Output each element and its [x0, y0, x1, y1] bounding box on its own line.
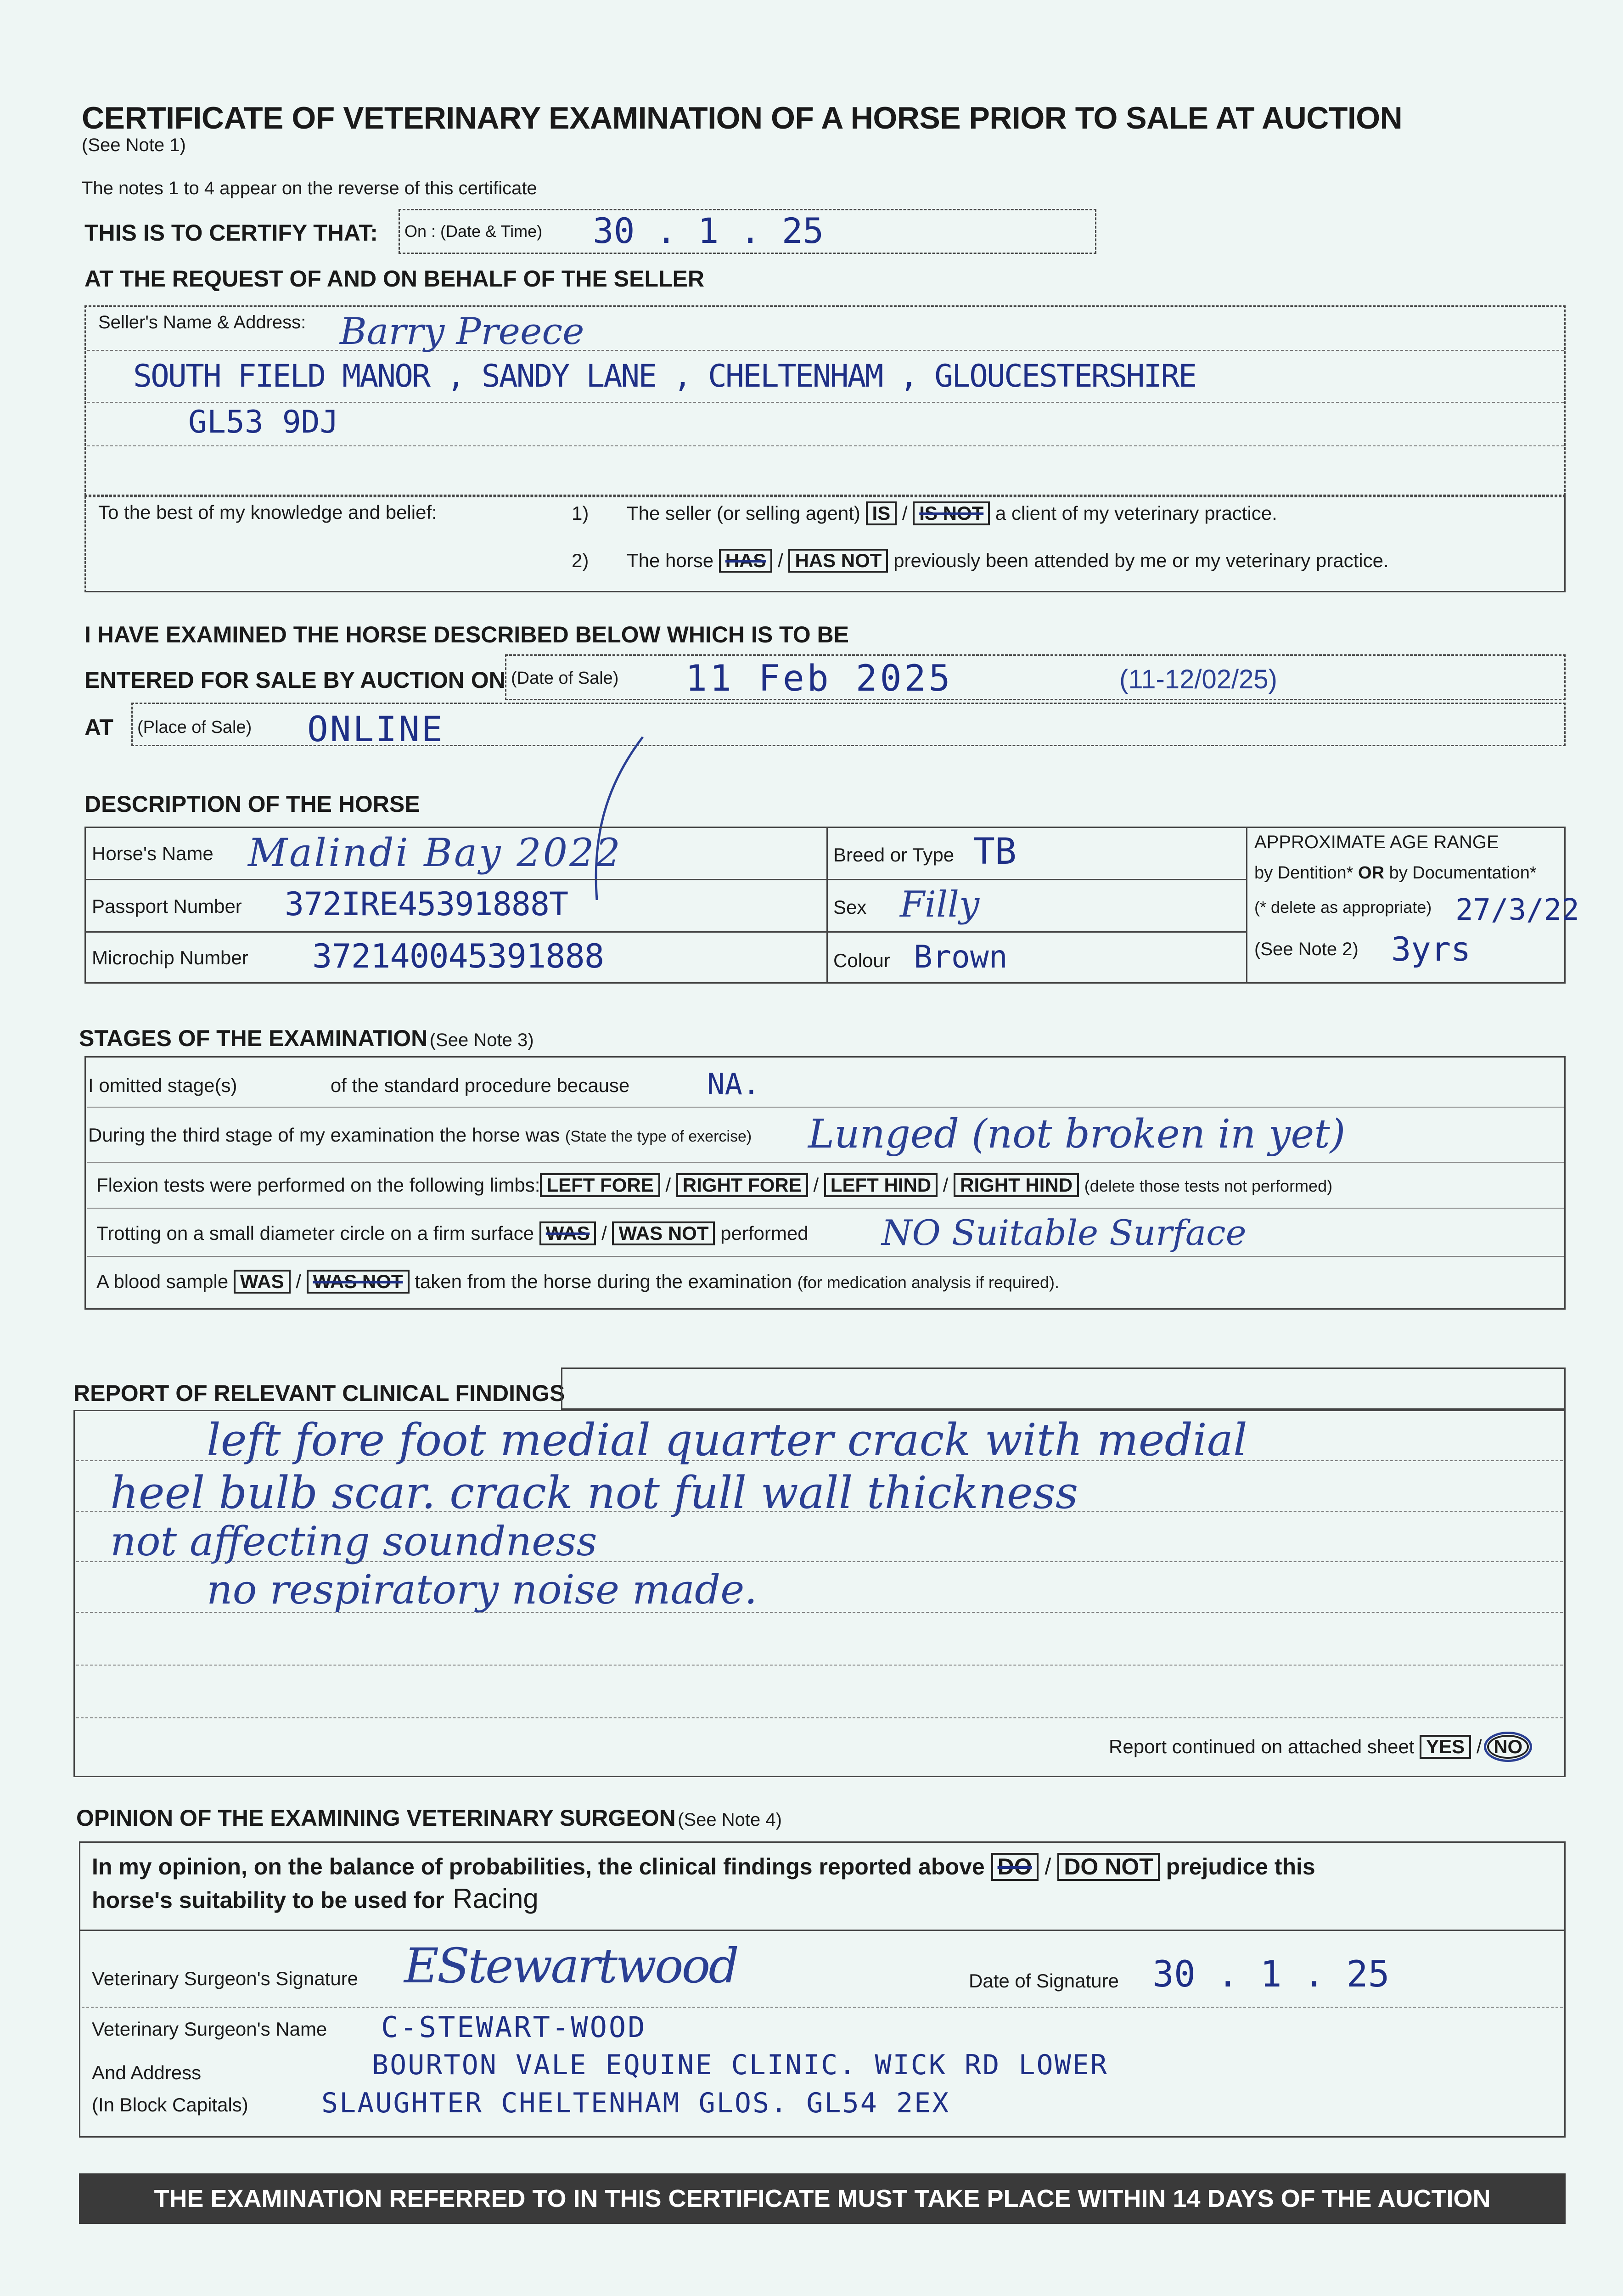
item1-num: 1) [572, 502, 589, 524]
seller-box[interactable] [84, 305, 1566, 496]
vet-signature-label: Veterinary Surgeon's Signature [92, 1968, 359, 1989]
by-dentition: by Dentition* [1254, 863, 1353, 883]
report-line-2[interactable]: heel bulb scar. crack not full wall thickness [110, 1467, 1078, 1519]
signature-date-label: Date of Signature [969, 1970, 1119, 1992]
opinion-line-1 [92, 1853, 1315, 1881]
signature-date-value[interactable]: 30 . 1 . 25 [1152, 1954, 1390, 1995]
knowledge-label: To the best of my knowledge and belief: [98, 501, 437, 523]
seller-heading: AT THE REQUEST OF AND ON BEHALF OF THE SELLER [84, 266, 704, 292]
slash: / [296, 1271, 301, 1292]
seller-address-line1: SOUTH FIELD MANOR , SANDY LANE , CHELTENHAM , GLOUCESTERSHIRE [133, 358, 1196, 394]
opinion-heading [76, 1805, 782, 1831]
sale-place-field[interactable] [131, 703, 1566, 749]
flexion-label: Flexion tests were performed on the following limbs: [96, 1174, 540, 1196]
breed-value[interactable]: TB [973, 831, 1016, 872]
opinion-text-post: prejudice this [1166, 1854, 1315, 1880]
report-line-1[interactable]: left fore foot medial quarter crack with medial [207, 1414, 1247, 1466]
sex-value[interactable]: Filly [900, 884, 980, 925]
age-delete-note: (* delete as appropriate) [1254, 898, 1432, 917]
continued-no-option[interactable]: NO [1487, 1735, 1529, 1759]
sale-date-typed: (11-12/02/25) [1119, 664, 1277, 694]
flexion-row [96, 1173, 1332, 1197]
third-stage-label: During the third stage of my examination the horse was [88, 1124, 560, 1146]
seller-is-option[interactable]: IS [866, 501, 897, 525]
omitted-row [88, 1075, 629, 1097]
opinion-note: (See Note 4) [678, 1810, 782, 1830]
passport-value[interactable]: 372IRE45391888T [285, 885, 568, 923]
colour-value[interactable]: Brown [914, 939, 1008, 975]
opinion-line-2 [92, 1883, 539, 1914]
knowledge-item-1 [572, 501, 1277, 525]
seller-name-value: Barry Preece [340, 310, 584, 353]
colour-label: Colour [833, 950, 890, 971]
horse-has-not-option[interactable]: HAS NOT [788, 549, 888, 573]
age-see-note: (See Note 2) [1254, 939, 1359, 959]
at-label: AT [84, 715, 113, 740]
continued-yes-option[interactable]: YES [1420, 1735, 1471, 1759]
opinion-title: OPINION OF THE EXAMINING VETERINARY SURGEON [76, 1805, 676, 1831]
trot-row [96, 1221, 809, 1245]
trot-was-option[interactable]: WAS [539, 1221, 596, 1245]
report-continued-label: Report continued on attached sheet [1109, 1736, 1415, 1757]
opinion-text: In my opinion, on the balance of probabilities, the clinical findings reported above [92, 1854, 985, 1880]
slash: / [1476, 1736, 1482, 1757]
slash: / [902, 502, 908, 524]
seller-address-line2: GL53 9DJ [188, 404, 339, 440]
report-line-4[interactable]: no respiratory noise made. [207, 1566, 758, 1613]
certify-label: THIS IS TO CERTIFY THAT: [84, 220, 378, 246]
vet-name-label: Veterinary Surgeon's Name [92, 2018, 327, 2040]
vet-address-label: And Address [92, 2062, 202, 2083]
sale-date-label: (Date of Sale) [511, 669, 619, 688]
blood-was-option[interactable]: WAS [234, 1270, 291, 1294]
age-heading: APPROXIMATE AGE RANGE [1254, 832, 1499, 852]
item2-num: 2) [572, 550, 589, 571]
description-heading: DESCRIPTION OF THE HORSE [84, 791, 420, 817]
blood-row [96, 1270, 1059, 1294]
by-documentation: by Documentation* [1389, 863, 1537, 883]
item1-text: The seller (or selling agent) [626, 502, 860, 524]
item2-post: previously been attended by me or my veterinary practice. [893, 550, 1389, 571]
blood-note: (for medication analysis if required). [797, 1273, 1059, 1292]
purpose-value[interactable]: Racing [453, 1883, 539, 1914]
horse-name-label: Horse's Name [92, 843, 213, 864]
knowledge-item-2 [572, 549, 1389, 573]
third-stage-value[interactable]: Lunged (not broken in yet) [808, 1111, 1346, 1157]
flexion-left-fore[interactable]: LEFT FORE [540, 1173, 660, 1197]
report-line-3[interactable]: not affecting soundness [110, 1518, 597, 1565]
report-heading-box [561, 1367, 1566, 1410]
omitted-label: I omitted stage(s) [88, 1075, 237, 1096]
trot-label: Trotting on a small diameter circle on a firm surface [96, 1222, 534, 1244]
or-word: OR [1358, 863, 1385, 883]
report-heading: REPORT OF RELEVANT CLINICAL FINDINGS [73, 1380, 565, 1406]
sex-label: Sex [833, 896, 867, 918]
opinion-do-not-option[interactable]: DO NOT [1057, 1853, 1159, 1881]
opinion-do-option[interactable]: DO [991, 1853, 1039, 1881]
seller-name-label: Seller's Name & Address: [98, 312, 306, 332]
stages-note: (See Note 3) [429, 1030, 534, 1050]
on-date-label: On : (Date & Time) [404, 222, 543, 241]
microchip-value[interactable]: 372140045391888 [312, 937, 604, 975]
age-method [1254, 863, 1537, 883]
notes-line: The notes 1 to 4 appear on the reverse of this certificate [82, 178, 537, 198]
slash: / [1045, 1854, 1051, 1880]
trot-post: performed [720, 1222, 809, 1244]
seller-is-not-option[interactable]: IS NOT [913, 501, 990, 525]
flexion-left-hind[interactable]: LEFT HIND [824, 1173, 938, 1197]
vet-signature-value[interactable]: EStewartwood [404, 1938, 737, 1994]
blood-was-not-option[interactable]: WAS NOT [307, 1270, 410, 1294]
entered-label: ENTERED FOR SALE BY AUCTION ON [84, 667, 505, 693]
slash: / [778, 550, 783, 571]
microchip-label: Microchip Number [92, 947, 248, 968]
stages-title: STAGES OF THE EXAMINATION [79, 1025, 428, 1051]
age-dob-value[interactable]: 27/3/22 [1455, 893, 1579, 927]
item1-post: a client of my veterinary practice. [995, 502, 1277, 524]
sale-place-label: (Place of Sale) [137, 718, 252, 737]
omitted-reason-label: of the standard procedure because [330, 1075, 630, 1096]
sale-date-value: 11 Feb 2025 [685, 658, 953, 699]
third-stage-note: (State the type of exercise) [565, 1128, 752, 1145]
slash: / [601, 1222, 607, 1244]
blood-post: taken from the horse during the examination [415, 1271, 792, 1292]
certify-date-field[interactable] [399, 209, 1096, 254]
vet-address-line1[interactable]: BOURTON VALE EQUINE CLINIC. WICK RD LOWER [372, 2049, 1109, 2081]
omitted-value[interactable]: NA. [707, 1068, 760, 1102]
sale-date-field[interactable] [505, 654, 1566, 700]
trot-value[interactable]: NO Suitable Surface [882, 1212, 1247, 1253]
flexion-right-fore[interactable]: RIGHT FORE [676, 1173, 808, 1197]
see-note-1: (See Note 1) [82, 135, 186, 155]
blood-label: A blood sample [96, 1271, 229, 1292]
breed-label: Breed or Type [833, 844, 955, 866]
footer-text: THE EXAMINATION REFERRED TO IN THIS CERTIFICATE MUST TAKE PLACE WITHIN 14 DAYS OF THE AUCTION [154, 2185, 1491, 2212]
stages-heading [79, 1025, 534, 1052]
passport-label: Passport Number [92, 895, 242, 917]
vet-name-value[interactable]: C-STEWART-WOOD [381, 2010, 647, 2044]
flexion-right-hind[interactable]: RIGHT HIND [954, 1173, 1079, 1197]
trot-was-not-option[interactable]: WAS NOT [612, 1221, 715, 1245]
vet-address-label-2: (In Block Capitals) [92, 2094, 248, 2116]
item2-text: The horse [626, 550, 714, 571]
vet-address-line2[interactable]: SLAUGHTER CHELTENHAM GLOS. GL54 2EX [321, 2087, 950, 2119]
third-stage-row [88, 1124, 752, 1146]
examined-heading: I HAVE EXAMINED THE HORSE DESCRIBED BELOW WHICH IS TO BE [84, 622, 849, 647]
horse-name-value[interactable]: Malindi Bay 2022 [248, 830, 622, 875]
suitability-text: horse's suitability to be used for [92, 1887, 444, 1913]
slash: / [665, 1174, 671, 1196]
age-value[interactable]: 3yrs [1391, 930, 1471, 968]
horse-has-option[interactable]: HAS [719, 549, 773, 573]
flexion-note: (delete those tests not performed) [1084, 1176, 1333, 1195]
page-title: CERTIFICATE OF VETERINARY EXAMINATION OF A HORSE PRIOR TO SALE AT AUCTION [82, 101, 1403, 135]
footer-banner [79, 2173, 1566, 2224]
sale-place-value: ONLINE [307, 709, 444, 749]
slash: / [813, 1174, 819, 1196]
report-continued [1109, 1735, 1529, 1759]
on-date-value: 30 . 1 . 25 [593, 210, 824, 251]
slash: / [943, 1174, 949, 1196]
